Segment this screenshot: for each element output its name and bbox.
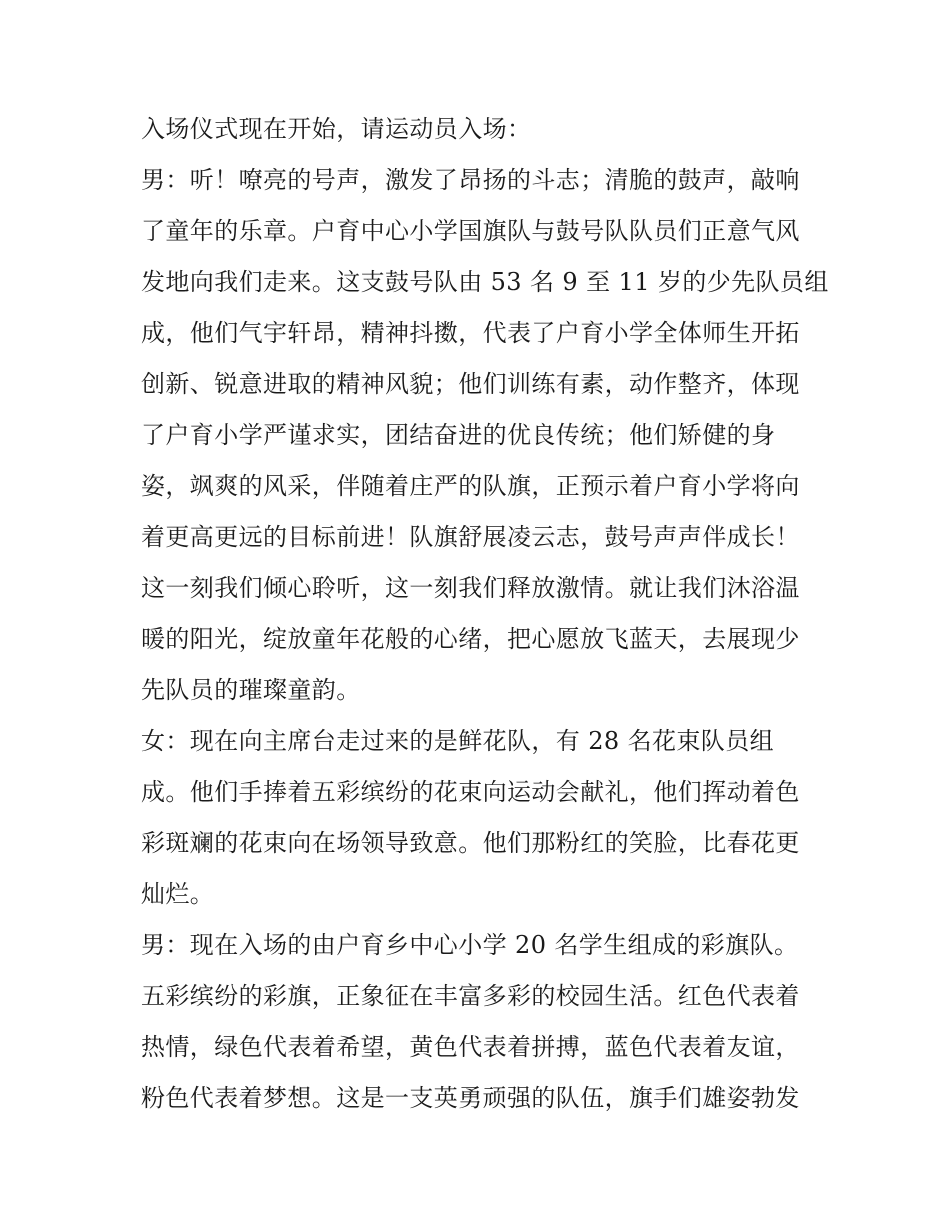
text-line-7: 了户育小学严谨求实，团结奋进的优良传统；他们矫健的身 [141, 421, 776, 449]
document-body [141, 104, 829, 1124]
text-line-12: 先队员的璀璨童韵。 [141, 676, 361, 704]
text-line-3: 了童年的乐章。户育中心小学国旗队与鼓号队队员们正意气风 [141, 217, 800, 245]
text-line-20: 粉色代表着梦想。这是一支英勇顽强的队伍，旗手们雄姿勃发 [141, 1084, 800, 1112]
text-line-18: 五彩缤纷的彩旗，正象征在丰富多彩的校园生活。红色代表着 [141, 982, 800, 1010]
text-line-8: 姿，飒爽的风采，伴随着庄严的队旗，正预示着户育小学将向 [141, 472, 800, 500]
text-line-19: 热情，绿色代表着希望，黄色代表着拼搏，蓝色代表着友谊， [141, 1033, 800, 1061]
text-line-4: 发地向我们走来。这支鼓号队由 53 名 9 至 11 岁的少先队员组 [141, 268, 829, 296]
text-line-17: 男：现在入场的由户育乡中心小学 20 名学生组成的彩旗队。 [141, 931, 799, 959]
text-line-11: 暖的阳光，绽放童年花般的心绪，把心愿放飞蓝天，去展现少 [141, 625, 800, 653]
text-line-10: 这一刻我们倾心聆听，这一刻我们释放激情。就让我们沐浴温 [141, 574, 800, 602]
text-line-13: 女：现在向主席台走过来的是鲜花队，有 28 名花束队员组 [141, 727, 774, 755]
text-line-16: 灿烂。 [141, 880, 215, 908]
text-line-5: 成，他们气宇轩昂，精神抖擞，代表了户育小学全体师生开拓 [141, 319, 800, 347]
text-line-2: 男：听！嘹亮的号声，激发了昂扬的斗志；清脆的鼓声，敲响 [141, 166, 800, 194]
text-line-14: 成。他们手捧着五彩缤纷的花束向运动会献礼，他们挥动着色 [141, 778, 800, 806]
text-line-9: 着更高更远的目标前进！队旗舒展凌云志，鼓号声声伴成长！ [141, 523, 800, 551]
text-line-6: 创新、锐意进取的精神风貌；他们训练有素，动作整齐，体现 [141, 370, 800, 398]
text-line-1: 入场仪式现在开始，请运动员入场： [141, 115, 532, 143]
text-line-15: 彩斑斓的花束向在场领导致意。他们那粉红的笑脸，比春花更 [141, 829, 800, 857]
